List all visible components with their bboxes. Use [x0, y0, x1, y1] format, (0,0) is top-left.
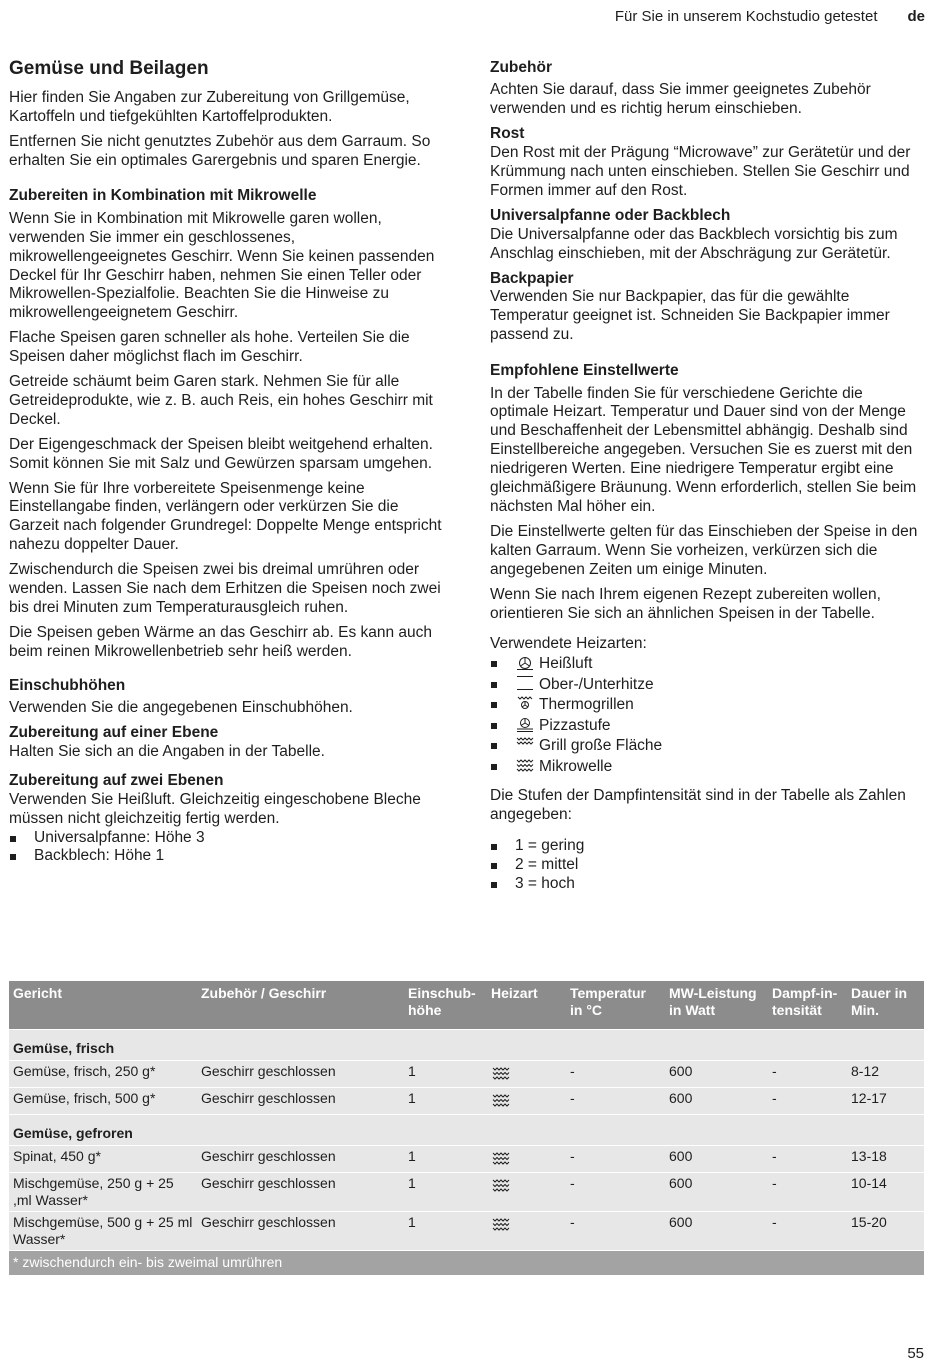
table-cell: 600 [665, 1212, 768, 1251]
table-cell: 600 [665, 1173, 768, 1212]
group-title: Gemüse, gefroren [9, 1115, 924, 1146]
settings-table [9, 981, 924, 1275]
heating-mode-item [490, 736, 925, 757]
thermo-grill-icon [515, 695, 535, 711]
column-header: Temperatur in °C [566, 981, 665, 1030]
table-cell: - [566, 1061, 665, 1088]
levels-heading: Einschubhöhen [9, 676, 126, 694]
microwave-icon [487, 1146, 566, 1173]
heating-mode-label: Heißluft [539, 655, 593, 673]
table-cell: Gemüse, frisch, 250 g* [9, 1061, 197, 1088]
language-code: de [907, 8, 925, 25]
column-header: Heizart [487, 981, 566, 1030]
heating-mode-label: Grill große Fläche [539, 737, 663, 755]
baking-paper-text: Verwenden Sie nur Backpapier, das für die gewählte Temperatur geeignet ist. Schneiden Sie Backpapier immer passend zu. [490, 288, 890, 344]
header-title: Für Sie in unserem Kochstudio getestet [614, 8, 878, 25]
pan-heading: Universalpfanne oder Backblech [490, 206, 731, 224]
microwave-combination-heading: Zubereiten in Kombination mit Mikrowelle [9, 187, 317, 205]
table-cell: 600 [665, 1146, 768, 1173]
table-cell: - [768, 1061, 847, 1088]
table-cell: Geschirr geschlossen [197, 1212, 404, 1251]
page-header [0, 8, 925, 25]
table-cell: - [768, 1088, 847, 1115]
list-item: 2 = mittel [490, 856, 925, 875]
column-header: Zubehör / Geschirr [197, 981, 404, 1030]
table-row [9, 1146, 924, 1173]
table-cell: 1 [404, 1088, 487, 1115]
table-cell: 13-18 [847, 1146, 924, 1173]
table-cell: 600 [665, 1088, 768, 1115]
microwave-paragraph: Wenn Sie für Ihre vorbereitete Speisenmenge keine Einstellangabe finden, verlängern oder verkürzen Sie die Garzeit nach folgender Grundregel: Doppelte Menge entspricht nahezu doppelter Dauer. [9, 479, 442, 554]
two-level-list [9, 829, 449, 867]
table-cell: Spinat, 450 g* [9, 1146, 197, 1173]
group-title: Gemüse, frisch [9, 1030, 924, 1061]
recommended-paragraph: Wenn Sie nach Ihrem eigenen Rezept zubereiten wollen, orientieren Sie sich an ähnlichen Speisen in der Tabelle. [490, 585, 881, 622]
table-cell: 12-17 [847, 1088, 924, 1115]
table-cell: Mischgemüse, 500 g + 25 ml Wasser* [9, 1212, 197, 1251]
heating-mode-label: Mikrowelle [539, 757, 613, 775]
table-row [9, 1212, 924, 1251]
table-cell: 15-20 [847, 1212, 924, 1251]
recommended-settings-heading: Empfohlene Einstellwerte [490, 362, 679, 380]
heating-mode-item [490, 695, 925, 716]
table-header-row [9, 981, 924, 1030]
heating-modes-label: Verwendete Heizarten: [490, 635, 647, 653]
steam-intensity-text: Die Stufen der Dampfintensität sind in der Tabelle als Zahlen angegeben: [490, 787, 906, 824]
table-cell: Gemüse, frisch, 500 g* [9, 1088, 197, 1115]
table-row [9, 1173, 924, 1212]
column-header: Gericht [9, 981, 197, 1030]
table-cell: 1 [404, 1212, 487, 1251]
table-cell: 600 [665, 1061, 768, 1088]
column-header: Dauer in Min. [847, 981, 924, 1030]
accessories-text: Achten Sie darauf, dass Sie immer geeignetes Zubehör verwenden und es richtig herum einschieben. [490, 81, 871, 118]
table-cell: - [768, 1212, 847, 1251]
column-header: Einschub- höhe [404, 981, 487, 1030]
footnote: * zwischendurch ein- bis zweimal umrühren [9, 1251, 924, 1275]
left-column [9, 58, 449, 866]
pizza-setting-icon [515, 716, 535, 732]
heating-modes-list [490, 654, 925, 777]
table-group-row [9, 1115, 924, 1146]
microwave-icon [515, 757, 535, 773]
table-cell: 8-12 [847, 1061, 924, 1088]
one-level-heading: Zubereitung auf einer Ebene [9, 724, 219, 742]
table-row [9, 1088, 924, 1115]
heating-mode-item [490, 757, 925, 778]
table-cell: - [768, 1173, 847, 1212]
table-cell: Mischgemüse, 250 g + 25 ,ml Wasser* [9, 1173, 197, 1212]
table-cell: Geschirr geschlossen [197, 1146, 404, 1173]
microwave-icon [487, 1173, 566, 1212]
table-cell: - [566, 1088, 665, 1115]
table-group-row [9, 1030, 924, 1061]
microwave-paragraph: Getreide schäumt beim Garen stark. Nehmen Sie für alle Getreideprodukte, wie z. B. auch Reis, ein hohes Geschirr mit Deckel. [9, 373, 433, 428]
one-level-text: Halten Sie sich an die Angaben in der Tabelle. [9, 742, 325, 760]
list-item: Universalpfanne: Höhe 3 [9, 829, 449, 848]
microwave-paragraph: Zwischendurch die Speisen zwei bis dreimal umrühren oder wenden. Lassen Sie nach dem Erhitzen die Speisen noch zwei bis drei Minuten zum Temperaturausgleich ruhen. [9, 561, 441, 617]
table-cell: - [768, 1146, 847, 1173]
levels-text: Verwenden Sie die angegebenen Einschubhöhen. [9, 699, 353, 717]
microwave-icon [487, 1088, 566, 1115]
two-level-heading: Zubereitung auf zwei Ebenen [9, 771, 224, 789]
list-item: Backblech: Höhe 1 [9, 847, 449, 866]
recommended-paragraph: In der Tabelle finden Sie für verschiedene Gerichte die optimale Heizart. Temperatur und Dauer sind von der Menge und Beschaffenheit der Lebensmittel abhängig. Deshalb sind Einstellbereiche angegeben. Versuchen Sie es zuerst mit den niedrigeren Werten. Eine niedrigere Temperatur ergibt eine gleichmäßigere Bräunung. Wenn erforderlich, stellen Sie beim nächsten Mal höher ein. [490, 384, 917, 515]
grill-large-area-icon [515, 736, 535, 752]
baking-paper-heading: Backpapier [490, 269, 574, 287]
table-cell: Geschirr geschlossen [197, 1061, 404, 1088]
rack-heading: Rost [490, 125, 525, 143]
table-cell: - [566, 1173, 665, 1212]
two-level-text: Verwenden Sie Heißluft. Gleichzeitig eingeschobene Bleche müssen nicht gleichzeitig fertig werden. [9, 790, 421, 827]
table-cell: 10-14 [847, 1173, 924, 1212]
heating-mode-item [490, 654, 925, 675]
microwave-paragraph: Wenn Sie in Kombination mit Mikrowelle garen wollen, verwenden Sie immer ein geschlossenes, mikrowellengeeignetes Geschirr. Wenn Sie keinen passenden Deckel für Ihr Geschirr haben, nehmen Sie einen Teller oder Mikrowellen-Spezialfolie. Beachten Sie die Hinweise zu mikrowellengeeignetem Geschirr. [9, 209, 435, 322]
top-bottom-heat-icon [515, 675, 535, 691]
heating-mode-label: Thermogrillen [539, 696, 634, 714]
column-header: Dampf-in- tensität [768, 981, 847, 1030]
table-row [9, 1061, 924, 1088]
steam-levels-list [490, 837, 925, 894]
table-cell: Geschirr geschlossen [197, 1088, 404, 1115]
section-title: Gemüse und Beilagen [9, 58, 209, 79]
microwave-icon [487, 1061, 566, 1088]
table-cell: 1 [404, 1061, 487, 1088]
hot-air-icon [515, 654, 535, 670]
column-header: MW-Leistung in Watt [665, 981, 768, 1030]
pan-text: Die Universalpfanne oder das Backblech vorsichtig bis zum Anschlag einschieben, mit der Abschrägung zur Gerätetür. [490, 225, 898, 262]
table-cell: 1 [404, 1146, 487, 1173]
list-item: 1 = gering [490, 837, 925, 856]
microwave-paragraph: Die Speisen geben Wärme an das Geschirr ab. Es kann auch beim reinen Mikrowellenbetrieb sehr heiß werden. [9, 623, 433, 660]
accessories-heading: Zubehör [490, 59, 552, 76]
table-cell: Geschirr geschlossen [197, 1173, 404, 1212]
heating-mode-item [490, 675, 925, 696]
microwave-paragraph: Der Eigengeschmack der Speisen bleibt weitgehend erhalten. Somit können Sie mit Salz und Gewürzen sparsam umgehen. [9, 435, 433, 472]
intro-paragraph: Entfernen Sie nicht genutztes Zubehör aus dem Garraum. So erhalten Sie ein optimales Garergebnis und sparen Energie. [9, 132, 431, 169]
heating-mode-label: Ober-/Unterhitze [539, 675, 654, 693]
heating-mode-label: Pizzastufe [539, 716, 611, 734]
rack-text: Den Rost mit der Prägung “Microwave” zur Gerätetür und der Krümmung nach unten einschieben. Stellen Sie Geschirr und Formen immer auf den Rost. [490, 144, 911, 199]
table-cell: - [566, 1146, 665, 1173]
right-column [490, 58, 925, 894]
table-cell: 1 [404, 1173, 487, 1212]
page-number: 55 [907, 1345, 924, 1362]
heating-mode-item [490, 716, 925, 737]
recommended-paragraph: Die Einstellwerte gelten für das Einschieben der Speise in den kalten Garraum. Wenn Sie vorheizen, verkürzen sich die angegebenen Zeiten um einige Minuten. [490, 522, 918, 578]
table-footnote-row [9, 1251, 924, 1275]
table-cell: - [566, 1212, 665, 1251]
intro-paragraph: Hier finden Sie Angaben zur Zubereitung von Grillgemüse, Kartoffeln und tiefgekühlten Kartoffelprodukten. [9, 88, 410, 125]
microwave-paragraph: Flache Speisen garen schneller als hohe. Verteilen Sie die Speisen daher möglichst flach im Geschirr. [9, 329, 410, 366]
microwave-icon [487, 1212, 566, 1251]
list-item: 3 = hoch [490, 875, 925, 894]
